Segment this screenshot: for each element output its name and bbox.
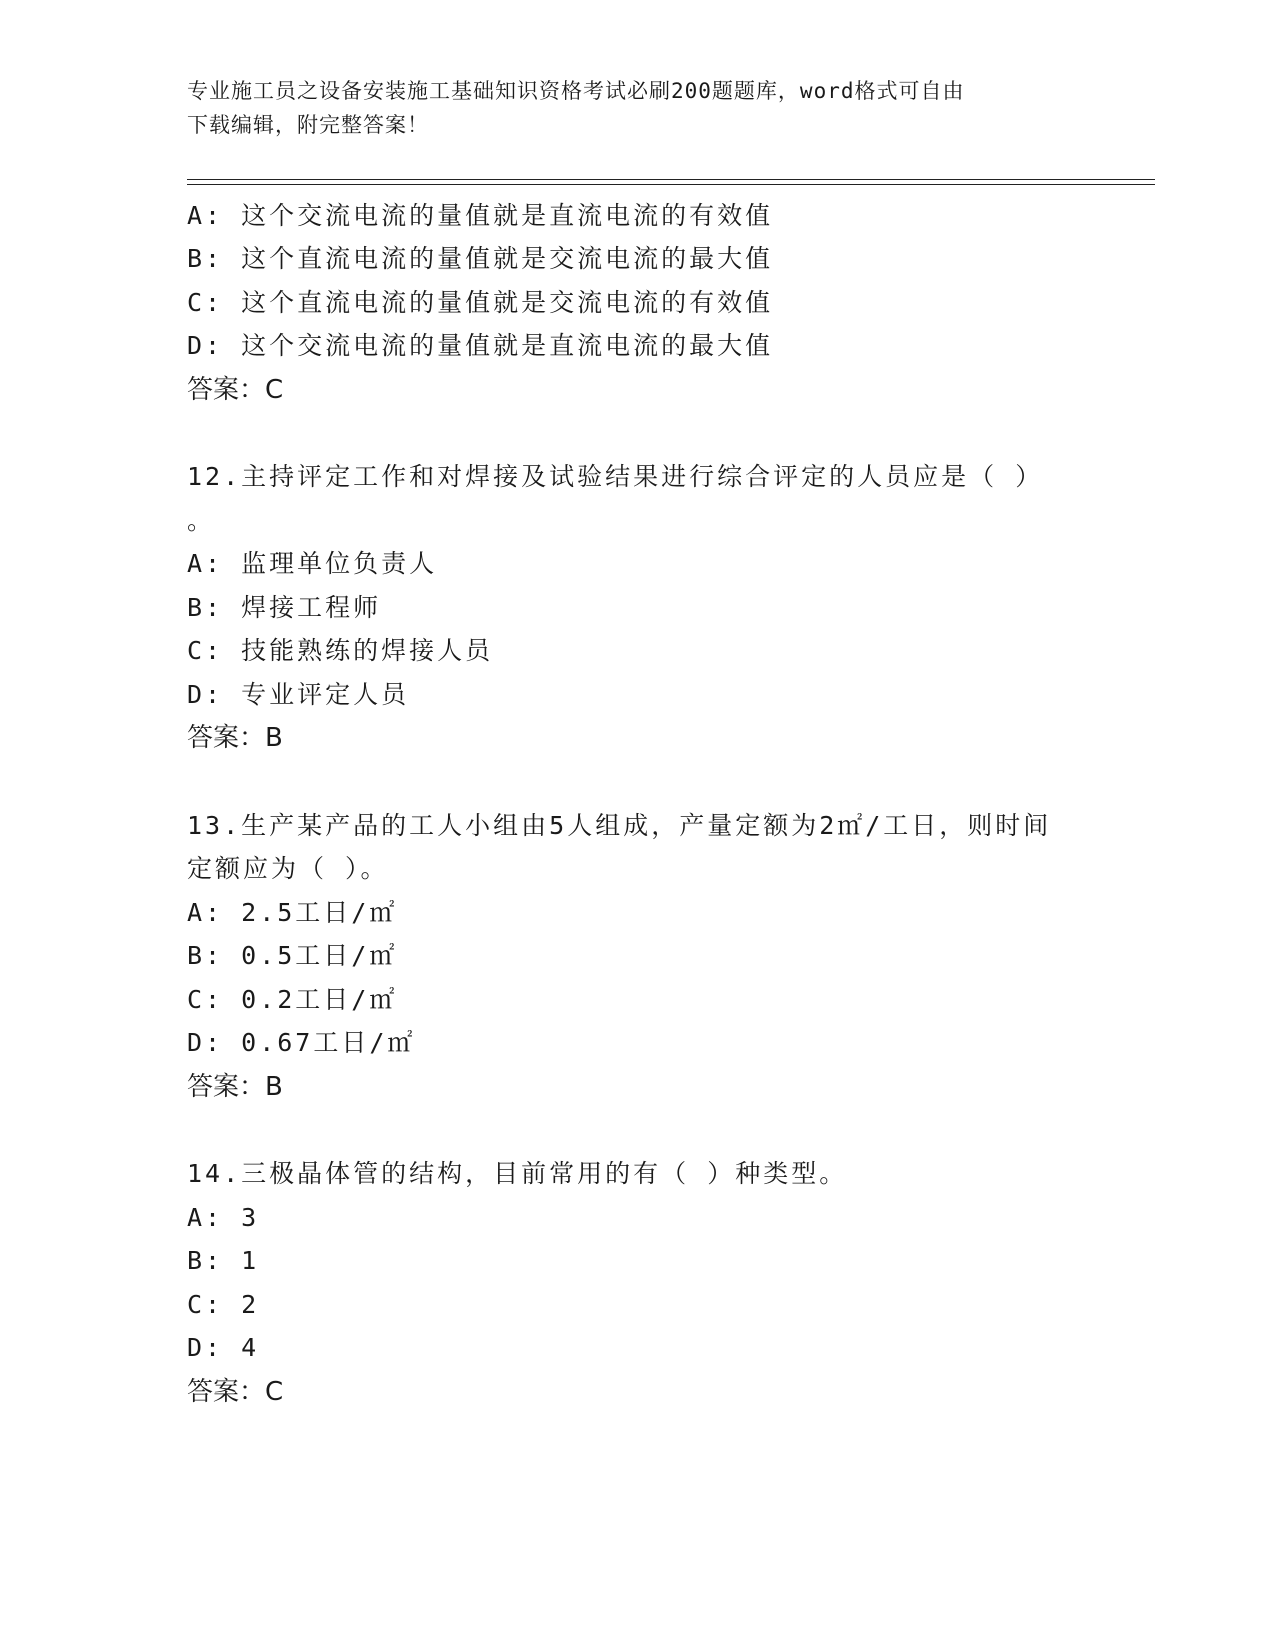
header-line-1: 专业施工员之设备安装施工基础知识资格考试必刷200题题库，word格式可自由 [187,79,965,103]
answer-label: 答案：B [187,1072,283,1102]
option-b: B: 1 [187,1246,260,1275]
option-b: B: 焊接工程师 [187,593,382,622]
header-divider-top [187,179,1155,180]
option-c: C: 这个直流电流的量值就是交流电流的有效值 [187,288,774,317]
answer-label: 答案：C [187,1377,284,1407]
option-a: A: 监理单位负责人 [187,549,438,578]
question-stem-continued: 定额应为（ ）。 [187,854,389,883]
header-line-2: 下载编辑，附完整答案！ [187,113,429,137]
option-c: C: 技能熟练的焊接人员 [187,636,494,665]
question-stem: 12.主持评定工作和对焊接及试验结果进行综合评定的人员应是（ ） [187,462,1044,491]
question-stem: 13.生产某产品的工人小组由5人组成，产量定额为2㎡/工日，则时间 [187,811,1052,840]
option-b: B: 0.5工日/㎡ [187,941,398,970]
header-divider-bottom [187,184,1155,185]
document-header [187,74,1087,142]
option-b: B: 这个直流电流的量值就是交流电流的最大值 [187,244,774,273]
question-stem: 14.三极晶体管的结构，目前常用的有（ ）种类型。 [187,1159,848,1188]
option-d: D: 这个交流电流的量值就是直流电流的最大值 [187,331,774,360]
option-a: A: 2.5工日/㎡ [187,898,398,927]
option-c: C: 2 [187,1290,260,1319]
option-c: C: 0.2工日/㎡ [187,985,398,1014]
option-d: D: 专业评定人员 [187,680,410,709]
answer-label: 答案：C [187,375,284,405]
option-d: D: 0.67工日/㎡ [187,1028,416,1057]
answer-label: 答案：B [187,723,283,753]
option-a: A: 3 [187,1203,260,1232]
question-stem-continued: 。 [187,506,216,535]
option-a: A: 这个交流电流的量值就是直流电流的有效值 [187,201,774,230]
option-d: D: 4 [187,1333,260,1362]
